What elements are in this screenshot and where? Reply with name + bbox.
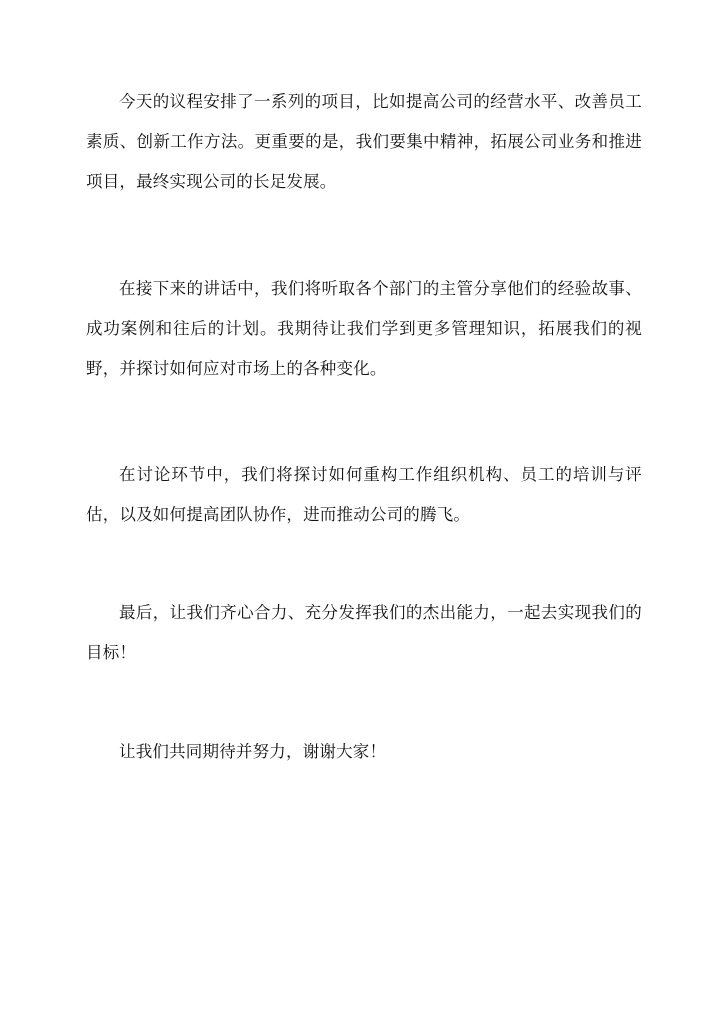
paragraph-conclusion: 最后，让我们齐心合力、充分发挥我们的杰出能力，一起去实现我们的目标！ xyxy=(86,603,642,662)
document-body xyxy=(86,82,642,772)
paragraph-discussion: 在讨论环节中，我们将探讨如何重构工作组织机构、员工的培训与评估，以及如何提高团队协作，进而推动公司的腾飞。 xyxy=(86,465,642,524)
paragraph-department-sharing: 在接下来的讲话中，我们将听取各个部门的主管分享他们的经验故事、成功案例和往后的计划。我期待让我们学到更多管理知识，拓展我们的视野，并探讨如何应对市场上的各种变化。 xyxy=(86,279,642,378)
paragraph-agenda: 今天的议程安排了一系列的项目，比如提高公司的经营水平、改善员工素质、创新工作方法。更重要的是，我们要集中精神，拓展公司业务和推进项目，最终实现公司的长足发展。 xyxy=(86,92,642,191)
paragraph-closing-thanks: 让我们共同期待并努力，谢谢大家！ xyxy=(119,742,387,761)
